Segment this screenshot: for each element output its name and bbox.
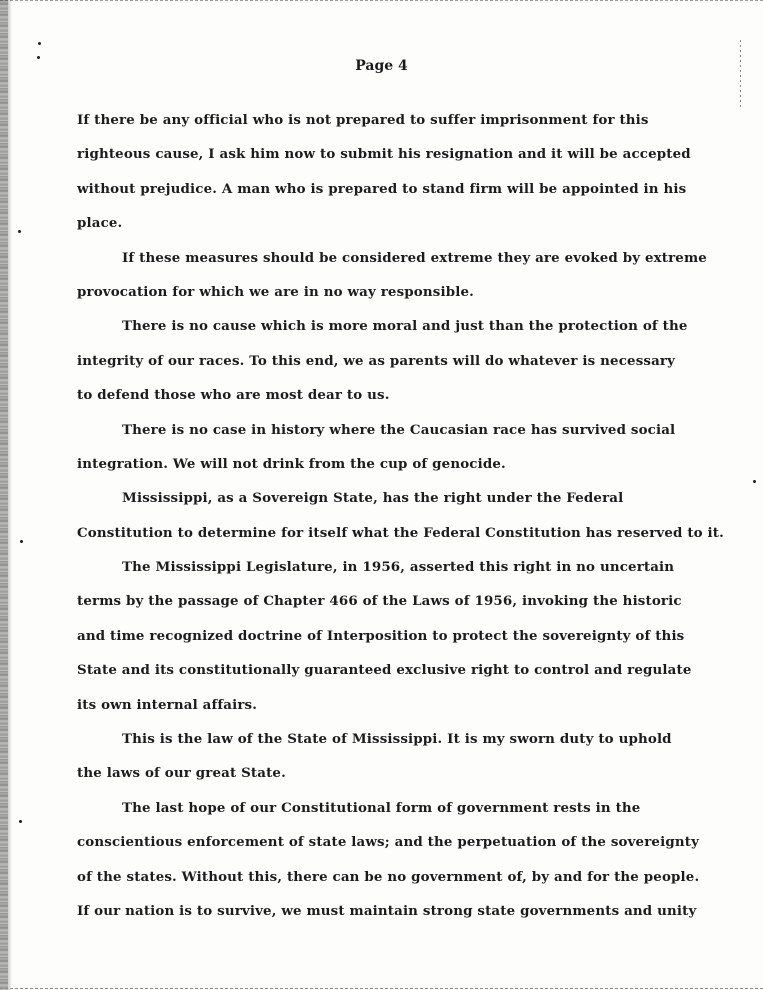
body-text: [77, 108, 727, 933]
paragraph-first-line: The last hope of our Constitutional form of government rests in the: [122, 799, 641, 816]
paragraph-first-line: There is no case in history where the Caucasian race has survived social: [122, 421, 676, 438]
scan-speck: [20, 540, 23, 543]
page-top-edge: [0, 0, 763, 5]
text-line: provocation for which we are in no way responsible.: [77, 283, 474, 300]
scan-speck: [753, 480, 756, 483]
text-line: its own internal affairs.: [77, 696, 258, 713]
text-line: place.: [77, 215, 123, 232]
page-bottom-edge: [0, 987, 763, 989]
text-line: Constitution to determine for itself what the Federal Constitution has reserved to it.: [77, 524, 724, 541]
binding-shadow: [8, 0, 12, 990]
text-line: conscientious enforcement of state laws; and the perpetuation of the sovereignty: [77, 834, 700, 851]
text-line: to defend those who are most dear to us.: [77, 387, 390, 404]
text-line: righteous cause, I ask him now to submit his resignation and it will be accepted: [77, 146, 691, 163]
text-line: terms by the passage of Chapter 466 of the Laws of 1956, invoking the historic: [77, 593, 682, 610]
scan-speck: [38, 42, 41, 45]
scan-mark: [740, 40, 741, 110]
text-line: integrity of our races. To this end, we as parents will do whatever is necessary: [77, 352, 676, 369]
paragraph-first-line: There is no cause which is more moral and just than the protection of the: [122, 318, 688, 335]
paragraph-first-line: Mississippi, as a Sovereign State, has the right under the Federal: [122, 490, 624, 507]
paragraph-first-line: The Mississippi Legislature, in 1956, asserted this right in no uncertain: [122, 559, 675, 576]
text-line: and time recognized doctrine of Interposition to protect the sovereignty of this: [77, 627, 685, 644]
text-line: the laws of our great State.: [77, 765, 286, 782]
paragraph-first-line: If these measures should be considered extreme they are evoked by extreme: [122, 249, 707, 266]
binding-edge: [0, 0, 8, 990]
text-line: If our nation is to survive, we must maintain strong state governments and unity: [77, 902, 697, 919]
scan-speck: [18, 230, 21, 233]
text-line: without prejudice. A man who is prepared to stand firm will be appointed in his: [77, 180, 687, 197]
paragraph-first-line: This is the law of the State of Mississippi. It is my sworn duty to uphold: [122, 731, 672, 748]
text-line: If there be any official who is not prepared to suffer imprisonment for this: [77, 112, 649, 128]
text-line: State and its constitutionally guaranteed exclusive right to control and regulate: [77, 662, 692, 679]
scan-speck: [19, 820, 22, 823]
page-number: Page 4: [355, 58, 408, 74]
text-line: integration. We will not drink from the cup of genocide.: [77, 455, 506, 472]
text-line: of the states. Without this, there can be no government of, by and for the people.: [77, 868, 700, 885]
